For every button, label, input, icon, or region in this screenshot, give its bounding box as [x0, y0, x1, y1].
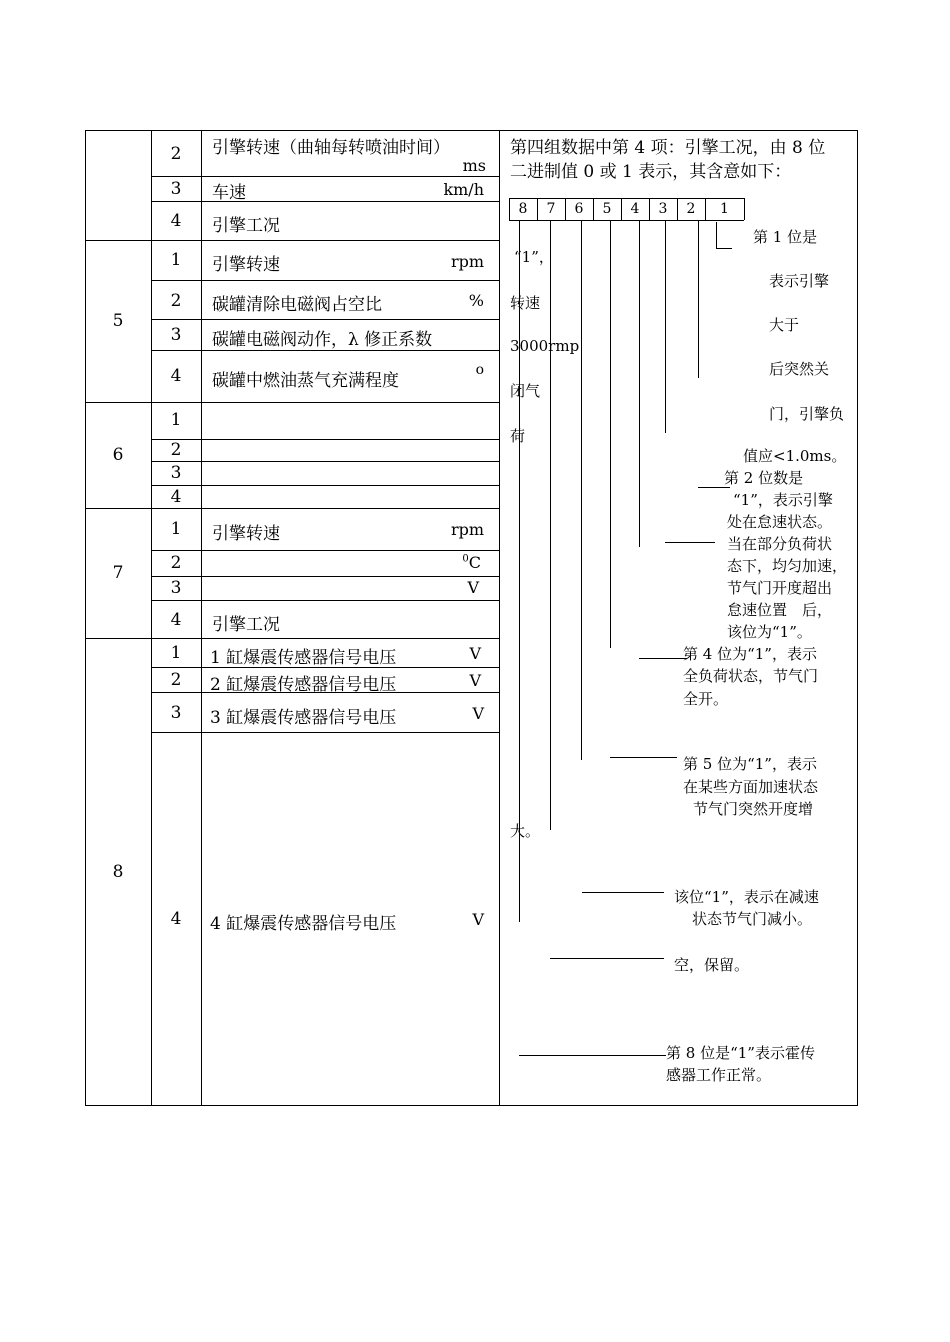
- bit1-text: 表示引擎: [769, 272, 830, 290]
- bit1-text: 第 1 位是: [753, 228, 818, 246]
- row-name: 碳罐电磁阀动作，λ 修正系数: [212, 330, 433, 350]
- row-index: 4: [170, 211, 182, 231]
- bit3-text: 节气门开度超出: [727, 579, 833, 597]
- unit-superscript: 0: [462, 553, 469, 565]
- row-unit: rpm: [450, 252, 484, 271]
- row-unit: %: [468, 291, 484, 310]
- bit-cell: 6: [574, 201, 584, 217]
- bit8-text: 感器工作正常。: [666, 1066, 772, 1084]
- row-index: 3: [170, 463, 182, 483]
- group-number: 7: [112, 563, 124, 583]
- row-index: 2: [170, 670, 182, 690]
- row-index: 2: [170, 291, 182, 311]
- bit2-text: 第 2 位数是: [724, 469, 804, 487]
- row-unit: V: [469, 671, 481, 690]
- row-name: 2 缸爆震传感器信号电压: [210, 675, 397, 695]
- bit6-text: 状态节气门减小。: [692, 910, 813, 928]
- bit-cell: 5: [602, 201, 612, 217]
- row-name: 碳罐清除电磁阀占空比: [212, 295, 382, 315]
- row-name: 引擎工况: [212, 216, 280, 236]
- bit1-text: 大于: [769, 316, 800, 334]
- group-number: 5: [112, 311, 124, 331]
- row-unit: km/h: [443, 180, 484, 199]
- row-unit: V: [467, 578, 479, 597]
- bit8-text: 第 8 位是“1”表示霍传: [666, 1044, 815, 1062]
- group-number: 6: [112, 445, 124, 465]
- fragment-text: 大。: [510, 822, 541, 840]
- bit4-text: 全负荷状态，节气门: [683, 667, 819, 685]
- row-name: 碳罐中燃油蒸气充满程度: [212, 371, 399, 391]
- fragment-text: 闭气: [510, 382, 541, 400]
- bit6-text: 该位“1”，表示在减速: [674, 888, 819, 906]
- row-unit: V: [469, 644, 481, 663]
- row-index: 4: [170, 487, 182, 507]
- bit3-text: 当在部分负荷状: [727, 535, 833, 553]
- row-index: 2: [170, 144, 182, 164]
- row-index: 1: [170, 250, 182, 270]
- row-index: 3: [170, 325, 182, 345]
- row-name: 3 缸爆震传感器信号电压: [210, 708, 397, 728]
- bit4-text: 全开。: [683, 690, 729, 708]
- bit1-text: 门，引擎负: [769, 405, 845, 423]
- bit3-text: 态下，均匀加速，: [727, 557, 848, 575]
- bit2-text: 处在怠速状态。: [727, 513, 833, 531]
- row-name: 引擎转速（曲轴每转喷油时间）: [212, 138, 450, 158]
- row-unit: ms: [462, 156, 486, 175]
- explanation-intro-line2: 二进制值 0 或 1 表示，其含意如下：: [510, 162, 792, 182]
- bit3-text: 该位为“1”。: [727, 623, 812, 641]
- row-name: 4 缸爆震传感器信号电压: [210, 914, 397, 934]
- bit2-text: “1”，表示引擎: [733, 491, 833, 509]
- row-index: 1: [170, 519, 182, 539]
- bit-cell: 4: [630, 201, 640, 217]
- unit-text: C: [468, 553, 481, 572]
- explanation-intro-line1: 第四组数据中第 4 项：引擎工况，由 8 位: [510, 138, 826, 158]
- row-index: 1: [170, 410, 182, 430]
- fragment-text: “1”，: [514, 248, 554, 266]
- row-index: 2: [170, 440, 182, 460]
- row-unit: V: [472, 910, 484, 929]
- group-number: 8: [112, 862, 124, 882]
- row-name: 引擎转速: [212, 524, 280, 544]
- bit-cell: 8: [518, 201, 528, 217]
- bit-cell: 3: [658, 201, 668, 217]
- row-index: 2: [170, 553, 182, 573]
- bit-cell: 2: [686, 201, 696, 217]
- bit1-text: 后突然关: [769, 360, 830, 378]
- bit3-text: 怠速位置 后，: [727, 601, 833, 619]
- row-index: 4: [170, 366, 182, 386]
- bit4-text: 第 4 位为“1”，表示: [683, 645, 817, 663]
- row-index: 1: [170, 643, 182, 663]
- row-index: 4: [170, 610, 182, 630]
- row-unit: [440, 553, 481, 572]
- bit7-text: 空，保留。: [674, 956, 750, 974]
- bit5-text: 节气门突然开度增: [693, 800, 814, 818]
- row-index: 3: [170, 578, 182, 598]
- row-unit: rpm: [450, 520, 484, 539]
- fragment-text: 转速: [510, 294, 541, 312]
- bit-cell: 1: [720, 201, 729, 217]
- bit1-text: 值应<1.0ms。: [743, 447, 847, 465]
- row-name: 车速: [212, 183, 246, 203]
- row-name: 1 缸爆震传感器信号电压: [210, 648, 397, 668]
- bit-cell: 7: [546, 201, 556, 217]
- fragment-text: 3000rmp: [510, 337, 580, 355]
- bit5-text: 第 5 位为“1”，表示: [683, 755, 817, 773]
- row-name: 引擎转速: [212, 255, 280, 275]
- row-index: 3: [170, 179, 182, 199]
- row-unit: V: [472, 704, 484, 723]
- row-index: 3: [170, 703, 182, 723]
- fragment-text: 荷: [510, 427, 526, 445]
- row-index: 4: [170, 909, 182, 929]
- row-unit: o: [475, 362, 484, 378]
- bit5-text: 在某些方面加速状态: [683, 778, 819, 796]
- row-name: 引擎工况: [212, 615, 280, 635]
